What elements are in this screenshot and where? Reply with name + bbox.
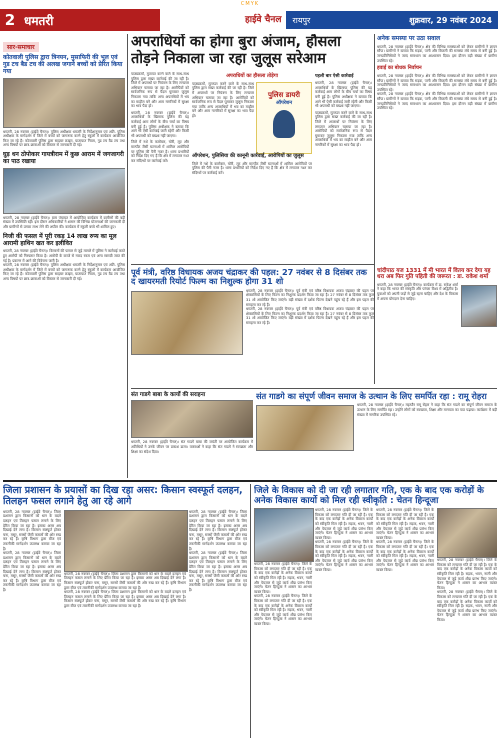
- left-text-1: धमतरी, 28 नवम्बर (हाईवे चैनल)। पुलिस अधीक्षक धमतरी के निर्देशानुसार एवं अति. पुलिस अधीक्षक के मार्गदर्शन में जिले में बच्चों को जागरूक करने हेतु स्कूलों में कार्यक्रम आयोजित किए जा रहे हैं। कोतवाली पुलिस द्वारा साइबर क्राइम, यातायात नियम, गुड टच बैड टच तथा अन्य विषयों पर छात्र-छात्राओं को विस्तार से जानकारी दी गई।: [3, 129, 125, 148]
- bottom-left-columns: [3, 510, 247, 609]
- main-sub-2: ऑपरेशन, पुलिसिया की कानूनी कार्रवाई, आरोपियों का जुलूस: [192, 152, 304, 159]
- main-story-col-2: [192, 72, 312, 262]
- left-column: [3, 34, 125, 478]
- bottom-right-text-3b: धमतरी, 28 नवम्बर (हाईवे चैनल)। जिले के विकास को लगातार गति दी जा रही है। एक के बाद एक करोड़ों के अनेक विकास कार्यों को स्वीकृति मिल रही है। सड़क, भवन, नाली और पेयजल से जुड़े कार्य शीघ्र प्रारंभ किए जाएंगे। चेतन हिन्दूजा ने शासन का आभार व्यक्त किया।: [376, 540, 434, 572]
- bottom-left-text-3: धमतरी, 28 नवम्बर (हाईवे चैनल)। जिला प्रशासन द्वारा किसानों को धान के बदले दलहन एवं तिलहन फसल लगाने के लिए प्रेरित किया जा रहा है। इसका असर अब दिखाई देने लगा है। किसान स्वस्फूर्त होकर चना, मसूर, सरसों जैसी फसलों की ओर रुख कर रहे हैं। कृषि विभाग द्वारा बीज एवं तकनीकी मार्गदर्शन उपलब्ध कराया जा रहा है।: [189, 509, 247, 551]
- left-photo-2: [3, 168, 125, 214]
- bottom-left-text-3b: धमतरी, 28 नवम्बर (हाईवे चैनल)। जिला प्रशासन द्वारा किसानों को धान के बदले दलहन एवं तिलहन फसल लगाने के लिए प्रेरित किया जा रहा है। इसका असर अब दिखाई देने लगा है। किसान स्वस्फूर्त होकर चना, मसूर, सरसों जैसी फसलों की ओर रुख कर रहे हैं। कृषि विभाग द्वारा बीज एवं तकनीकी मार्गदर्शन उपलब्ध कराया जा रहा है।: [189, 551, 247, 592]
- bottom-left-photo: [64, 510, 188, 572]
- main-text-a3: पाठ्यक्रमों, मुतापत करने वाले के साथ-साथ पुलिस द्वारा सख्त कार्रवाई की जा रही है। जिले में अपराधों पर नियंत्रण के लिए लगातार अभियान चलाया जा रहा है। आरोपियों को सार्वजनिक रूप से पैदल घुमाकर जुलूस निकाला गया ताकि अन्य अपराधियों में भय का माहौल बने और आम नागरिकों में सुरक्षा का भाव पैदा हो।: [315, 110, 372, 147]
- headline-line-1: अपराधियों का होगा बुरा अंजाम, हौसला: [131, 34, 341, 50]
- lower-right-headline: संत गाडगे का संपूर्ण जीवन समाज के उत्थान के लिए समर्पित रहा : रामू रोहरा: [256, 391, 487, 401]
- lower-left-headline: संत गाडगे बाबा के कार्यो की सराहना: [131, 392, 206, 398]
- bottom-left-headline: जिला प्रशासन के प्रयासों का दिख रहा असर: किसान स्वस्फूर्त दलहन, तिलहन फसल लगाने हेतु आ रहे आगे: [3, 485, 243, 507]
- main-text-a: पाठ्यक्रमों, मुतापत करने वाले के साथ-साथ पुलिस द्वारा सख्त कार्रवाई की जा रही है। जिले में अपराधों पर नियंत्रण के लिए लगातार अभियान चलाया जा रहा है। आरोपियों को सार्वजनिक रूप से पैदल घुमाकर जुलूस निकाला गया ताकि अन्य अपराधियों में भय का माहौल बने और आम नागरिकों में सुरक्षा का भाव पैदा हो।: [131, 72, 189, 109]
- lower-right-photo: [256, 405, 354, 451]
- bottom-right-text-2b: धमतरी, 28 नवम्बर (हाईवे चैनल)। जिले के विकास को लगातार गति दी जा रही है। एक के बाद एक करोड़ों के अनेक विकास कार्यों को स्वीकृति मिल रही है। सड़क, भवन, नाली और पेयजल से जुड़े कार्य शीघ्र प्रारंभ किए जाएंगे। चेतन हिन्दूजा ने शासन का आभार व्यक्त किया।: [315, 540, 373, 572]
- headline-line-2: तोड़ने निकाला जा रहा जुलूस सरेआम: [131, 50, 326, 67]
- bottom-right-text-1: धमतरी, 28 नवम्बर (हाईवे चैनल)। जिले के विकास को लगातार गति दी जा रही है। एक के बाद एक करोड़ों के अनेक विकास कार्यों को स्वीकृति मिल रही है। सड़क, भवन, नाली और पेयजल से जुड़े कार्य शीघ्र प्रारंभ किए जाएंगे। चेतन हिन्दूजा ने शासन का आभार व्यक्त किया।: [254, 562, 312, 594]
- lower-rule: [131, 388, 497, 389]
- left-text-2: धमतरी, 28 नवम्बर (हाईवे चैनल)। ग्राम पंचायत में आयोजित कार्यक्रम में ग्रामीणों की बड़ी संख्या में उपस्थिति रही। इस दौरान अधिकारियों ने शासन की विभिन्न योजनाओं की जानकारी दी और ग्रामीणों से उनका लाभ लेने की अपील की। कार्यक्रम में स्कूली बच्चे भी शामिल हुए।: [3, 215, 125, 230]
- city-name: रायपुर: [292, 15, 311, 25]
- bottom-right-text-2: धमतरी, 28 नवम्बर (हाईवे चैनल)। जिले के विकास को लगातार गति दी जा रही है। एक के बाद एक करोड़ों के अनेक विकास कार्यों को स्वीकृति मिल रही है। सड़क, भवन, नाली और पेयजल से जुड़े कार्य शीघ्र प्रारंभ किए जाएंगे। चेतन हिन्दूजा ने शासन का आभार व्यक्त किया।: [315, 508, 373, 540]
- badge-line-2: ऑपरेशन: [275, 99, 293, 106]
- box-label: सार-समाचार: [3, 42, 39, 52]
- lower-right-story: [256, 390, 497, 478]
- right-mid-story: [377, 266, 497, 386]
- bottom-right-headline: जिले के विकास को दी जा रही लगातार गति, एक के बाद एक करोड़ों के अनेक विकास कार्यो को मिल रही स्वीकृति : चेतन हिन्दूजा: [254, 486, 484, 507]
- mid-band-story: [131, 266, 374, 386]
- main-story-col-1: [131, 72, 189, 262]
- police-diary-badge: [256, 82, 312, 154]
- bottom-right-text-4b: धमतरी, 28 नवम्बर (हाईवे चैनल)। जिले के विकास को लगातार गति दी जा रही है। एक के बाद एक करोड़ों के अनेक विकास कार्यों को स्वीकृति मिल रही है। सड़क, भवन, नाली और पेयजल से जुड़े कार्य शीघ्र प्रारंभ किए जाएंगे। चेतन हिन्दूजा ने शासन का आभार व्यक्त किया।: [437, 590, 497, 622]
- masthead-strip: [240, 11, 498, 29]
- left-text-1b: धमतरी, 28 नवम्बर (हाईवे चैनल)। पुलिस अधीक्षक धमतरी के निर्देशानुसार एवं अति. पुलिस अधीक्षक के मार्गदर्शन में जिले में बच्चों को जागरूक करने हेतु स्कूलों में कार्यक्रम आयोजित किए जा रहे हैं। कोतवाली पुलिस द्वारा साइबर क्राइम, यातायात नियम, गुड टच बैड टच तथा अन्य विषयों पर छात्र-छात्राओं को विस्तार से जानकारी दी गई।: [3, 263, 125, 281]
- right-mid-text: धमतरी, 28 नवम्बर (हाईवे चैनल)। कार्यक्रम में डा. राकेश शर्मा ने कहा कि भारत की संस्कृति और परंपरा विश्व में अद्वितीय है। युवाओं को अपनी जड़ों से जुड़े रहना चाहिए और देश के विकास में अपना योगदान देना चाहिए।: [377, 282, 458, 301]
- right-top-text-3: धमतरी, 28 नवम्बर (हाईवे चैनल)। क्षेत्र की विभिन्न समस्याओं को लेकर ग्रामीणों ने ज्ञापन सौंपा। ग्रामीणों ने बताया कि सड़क, पानी और बिजली की समस्या लंबे समय से बनी हुई है। जनप्रतिनिधियों ने जल्द समाधान का आश्वासन दिया। इस दौरान बड़ी संख्या में ग्रामीण उपस्थित रहे।: [377, 92, 497, 111]
- badge-line-1: पुलिस डायरी: [268, 90, 300, 99]
- bottom-column-rule: [250, 484, 251, 738]
- main-text-c: जिले में नशे के कारोबार, चोरी, लूट और मारपीट जैसी घटनाओं में शामिल आरोपियों पर पुलिस की पैनी नजर है। थाना प्रभारियों को निर्देश दिए गए हैं कि क्षेत्र में लगातार गश्त कर संदिग्धों पर कार्रवाई करें।: [131, 140, 189, 163]
- right-mid-headline: चांदीपाठ यज 1331 में मी भारत में वितय कर देगा यह धरा अब फिर गुति पहिती की जरूरत : डा. राकेश शर्मा: [377, 268, 491, 281]
- bottom-left-text-1b: धमतरी, 28 नवम्बर (हाईवे चैनल)। जिला प्रशासन द्वारा किसानों को धान के बदले दलहन एवं तिलहन फसल लगाने के लिए प्रेरित किया जा रहा है। इसका असर अब दिखाई देने लगा है। किसान स्वस्फूर्त होकर चना, मसूर, सरसों जैसी फसलों की ओर रुख कर रहे हैं। कृषि विभाग द्वारा बीज एवं तकनीकी मार्गदर्शन उपलब्ध कराया जा रहा है।: [3, 551, 61, 592]
- bottom-left-story: [3, 484, 247, 738]
- column-rule-right: [374, 34, 375, 384]
- paper-name: हाईवे चैनल: [240, 11, 286, 29]
- main-text-c2: जिले में नशे के कारोबार, चोरी, लूट और मारपीट जैसी घटनाओं में शामिल आरोपियों पर पुलिस की पैनी नजर है। थाना प्रभारियों को निर्देश दिए गए हैं कि क्षेत्र में लगातार गश्त कर संदिग्धों पर कार्रवाई करें।: [192, 161, 312, 175]
- section-banner: [0, 9, 160, 31]
- left-headline-1: कोतवाली पुलिस द्वारा त्रिनयन, मुसाफिरी की भूल एवं गुड टच बैड टच की अलख जगाने बच्चों को प्रेरित किया गया: [3, 54, 123, 75]
- bottom-left-text-2: धमतरी, 28 नवम्बर (हाईवे चैनल)। जिला प्रशासन द्वारा किसानों को धान के बदले दलहन एवं तिलहन फसल लगाने के लिए प्रेरित किया जा रहा है। इसका असर अब दिखाई देने लगा है। किसान स्वस्फूर्त होकर चना, मसूर, सरसों जैसी फसलों की ओर रुख कर रहे हैं। कृषि विभाग द्वारा बीज एवं तकनीकी मार्गदर्शन उपलब्ध कराया जा रहा है।: [64, 571, 186, 590]
- mid-text-2: धमतरी, 28 नवम्बर (हाईवे चैनल)। पूर्व मंत्री एवं वरिष्ठ विधायक अजय चंद्राकर की पहल पर क्षेत्रवासियों के लिए फिल्म का निशुल्क प्रदर्शन किया जा रहा है। 27 नवंबर से 8 दिसंबर तक कुल 31 शो आयोजित किए जाएंगे। बड़ी संख्या में दर्शक फिल्म देखने पहुंच रहे हैं और इस पहल की सराहना कर रहे हैं।: [246, 307, 374, 325]
- section-name: धमतरी: [24, 13, 54, 28]
- bottom-right-text-3: धमतरी, 28 नवम्बर (हाईवे चैनल)। जिले के विकास को लगातार गति दी जा रही है। एक के बाद एक करोड़ों के अनेक विकास कार्यों को स्वीकृति मिल रही है। सड़क, भवन, नाली और पेयजल से जुड़े कार्य शीघ्र प्रारंभ किए जाएंगे। चेतन हिन्दूजा ने शासन का आभार व्यक्त किया।: [376, 508, 434, 540]
- bottom-right-photo-1: [254, 508, 314, 562]
- main-story-col-3: [315, 72, 372, 262]
- band-rule: [131, 264, 375, 265]
- page-number: 2: [4, 11, 16, 29]
- police-figure-icon: [273, 110, 295, 138]
- left-photo-1: [3, 78, 125, 128]
- bottom-rule: [3, 480, 497, 482]
- main-text-b: धमतरी, 28 नवम्बर (हाईवे चैनल)। अपराधियों के खिलाफ पुलिस की यह कार्रवाई आम लोगों के बीच चर्चा का विषय बनी हुई है। पुलिस अधीक्षक ने बताया कि आगे भी ऐसी कार्रवाई जारी रहेगी और किसी भी अपराधी को बख्शा नहीं जाएगा।: [131, 110, 189, 138]
- right-top-column: [377, 34, 497, 262]
- bottom-right-photo-2: [437, 508, 497, 558]
- mid-headline: पूर्व मंत्री, वरिष्ठ विधायक अजय चंद्राकर की पहल: 27 नवंबर से 8 दिसंबर तक द खायरमती रियोर्ट फिल्म का निशुल्क होगा 31 शो: [131, 267, 367, 287]
- right-top-text: धमतरी, 28 नवम्बर (हाईवे चैनल)। क्षेत्र की विभिन्न समस्याओं को लेकर ग्रामीणों ने ज्ञापन सौंपा। ग्रामीणों ने बताया कि सड़क, पानी और बिजली की समस्या लंबे समय से बनी हुई है। जनप्रतिनिधियों ने जल्द समाधान का आश्वासन दिया। इस दौरान बड़ी संख्या में ग्रामीण उपस्थित रहे।: [377, 44, 497, 63]
- speaker-photo: [461, 285, 497, 327]
- left-text-3: धमतरी, 28 नवम्बर (हाईवे चैनल)। किसानों की फसल से जुड़े मामले में पुलिस ने कार्रवाई करते हुए आरोपी को गिरफ्तार किया है। आरोपी के कब्जे से नकद रकम एवं अन्य सामग्री जब्त की गई है। प्रकरण में आगे की विवेचना जारी है।: [3, 249, 125, 263]
- bottom-right-story: [254, 484, 497, 738]
- bottom-right-text-4: धमतरी, 28 नवम्बर (हाईवे चैनल)। जिले के विकास को लगातार गति दी जा रही है। एक के बाद एक करोड़ों के अनेक विकास कार्यों को स्वीकृति मिल रही है। सड़क, भवन, नाली और पेयजल से जुड़े कार्य शीघ्र प्रारंभ किए जाएंगे। चेतन हिन्दूजा ने शासन का आभार व्यक्त किया।: [437, 558, 497, 590]
- main-headline: [131, 34, 371, 70]
- bottom-right-text-1b: धमतरी, 28 नवम्बर (हाईवे चैनल)। जिले के विकास को लगातार गति दी जा रही है। एक के बाद एक करोड़ों के अनेक विकास कार्यों को स्वीकृति मिल रही है। सड़क, भवन, नाली और पेयजल से जुड़े कार्य शीघ्र प्रारंभ किए जाएंगे। चेतन हिन्दूजा ने शासन का आभार व्यक्त किया।: [254, 594, 312, 626]
- main-sub-1: अपराधियों का हौसला तोड़ेगा: [226, 73, 278, 79]
- right-top-sub: हवाई का बोधक निर्वाचन: [377, 65, 422, 72]
- left-headline-3: निजी की फसल में पूरी रकड़ 14 लाख रुप्य का मूल आरामी हाथिन खत कर इलीवित: [3, 232, 117, 247]
- main-text-b3: धमतरी, 28 नवम्बर (हाईवे चैनल)। अपराधियों के खिलाफ पुलिस की यह कार्रवाई आम लोगों के बीच चर्चा का विषय बनी हुई है। पुलिस अधीक्षक ने बताया कि आगे भी ऐसी कार्रवाई जारी रहेगी और किसी भी अपराधी को बख्शा नहीं जाएगा।: [315, 81, 372, 109]
- right-top-head: अनेक समस्या पर उठा सवाल: [377, 35, 441, 42]
- bottom-left-text-2b: धमतरी, 28 नवम्बर (हाईवे चैनल)। जिला प्रशासन द्वारा किसानों को धान के बदले दलहन एवं तिलहन फसल लगाने के लिए प्रेरित किया जा रहा है। इसका असर अब दिखाई देने लगा है। किसान स्वस्फूर्त होकर चना, मसूर, सरसों जैसी फसलों की ओर रुख कर रहे हैं। कृषि विभाग द्वारा बीज एवं तकनीकी मार्गदर्शन उपलब्ध कराया जा रहा है।: [64, 590, 186, 608]
- bottom-left-text-1: धमतरी, 28 नवम्बर (हाईवे चैनल)। जिला प्रशासन द्वारा किसानों को धान के बदले दलहन एवं तिलहन फसल लगाने के लिए प्रेरित किया जा रहा है। इसका असर अब दिखाई देने लगा है। किसान स्वस्फूर्त होकर चना, मसूर, सरसों जैसी फसलों की ओर रुख कर रहे हैं। कृषि विभाग द्वारा बीज एवं तकनीकी मार्गदर्शन उपलब्ध कराया जा रहा है।: [3, 509, 61, 551]
- main-text-a2: पाठ्यक्रमों, मुतापत करने वाले के साथ-साथ पुलिस द्वारा सख्त कार्रवाई की जा रही है। जिले में अपराधों पर नियंत्रण के लिए लगातार अभियान चलाया जा रहा है। आरोपियों को सार्वजनिक रूप से पैदल घुमाकर जुलूस निकाला गया ताकि अन्य अपराधियों में भय का माहौल बने और आम नागरिकों में सुरक्षा का भाव पैदा हो।: [192, 81, 254, 118]
- lower-left-text: धमतरी, 28 नवम्बर (हाईवे चैनल)। संत गाडगे बाबा की जयंती पर आयोजित कार्यक्रम में अतिथियों ने उनके जीवन पर प्रकाश डाला। वक्ताओं ने कहा कि संत गाडगे ने स्वच्छता और शिक्षा का संदेश दिया।: [131, 440, 253, 454]
- right-top-text-2: धमतरी, 28 नवम्बर (हाईवे चैनल)। क्षेत्र की विभिन्न समस्याओं को लेकर ग्रामीणों ने ज्ञापन सौंपा। ग्रामीणों ने बताया कि सड़क, पानी और बिजली की समस्या लंबे समय से बनी हुई है। जनप्रतिनिधियों ने जल्द समाधान का आश्वासन दिया। इस दौरान बड़ी संख्या में ग्रामीण उपस्थित रहे।: [377, 74, 497, 92]
- bottom-right-columns: [254, 508, 497, 626]
- left-headline-2: घुड़ धन ठोपोकार गायत्रीराम में कुछ आराम में जगजागरी का पाठ रखाया: [3, 151, 124, 165]
- lower-right-text: धमतरी, 28 नवम्बर (हाईवे चैनल)। महापौर रामू रोहरा ने कहा कि संत गाडगे का संपूर्ण जीवन समाज के उत्थान के लिए समर्पित रहा। उन्होंने लोगों को स्वच्छता, शिक्षा और मानवता का पाठ पढ़ाया। कार्यक्रम में बड़ी संख्या में नागरिक उपस्थित रहे।: [357, 403, 497, 417]
- main-side-head: पहली बार ऐसी कार्रवाई: [315, 74, 354, 79]
- column-rule: [127, 34, 128, 478]
- mid-photo: [131, 291, 243, 355]
- cmyk-marker: CMYK: [240, 1, 260, 7]
- lower-left-photo: [131, 400, 253, 438]
- issue-date: शुक्रवार, 29 नवंबर 2024: [409, 15, 492, 25]
- mid-text: धमतरी, 28 नवम्बर (हाईवे चैनल)। पूर्व मंत्री एवं वरिष्ठ विधायक अजय चंद्राकर की पहल पर क्षेत्रवासियों के लिए फिल्म का निशुल्क प्रदर्शन किया जा रहा है। 27 नवंबर से 8 दिसंबर तक कुल 31 शो आयोजित किए जाएंगे। बड़ी संख्या में दर्शक फिल्म देखने पहुंच रहे हैं और इस पहल की सराहना कर रहे हैं।: [246, 288, 374, 307]
- lower-left-story: [131, 390, 253, 478]
- page-header: [0, 9, 500, 31]
